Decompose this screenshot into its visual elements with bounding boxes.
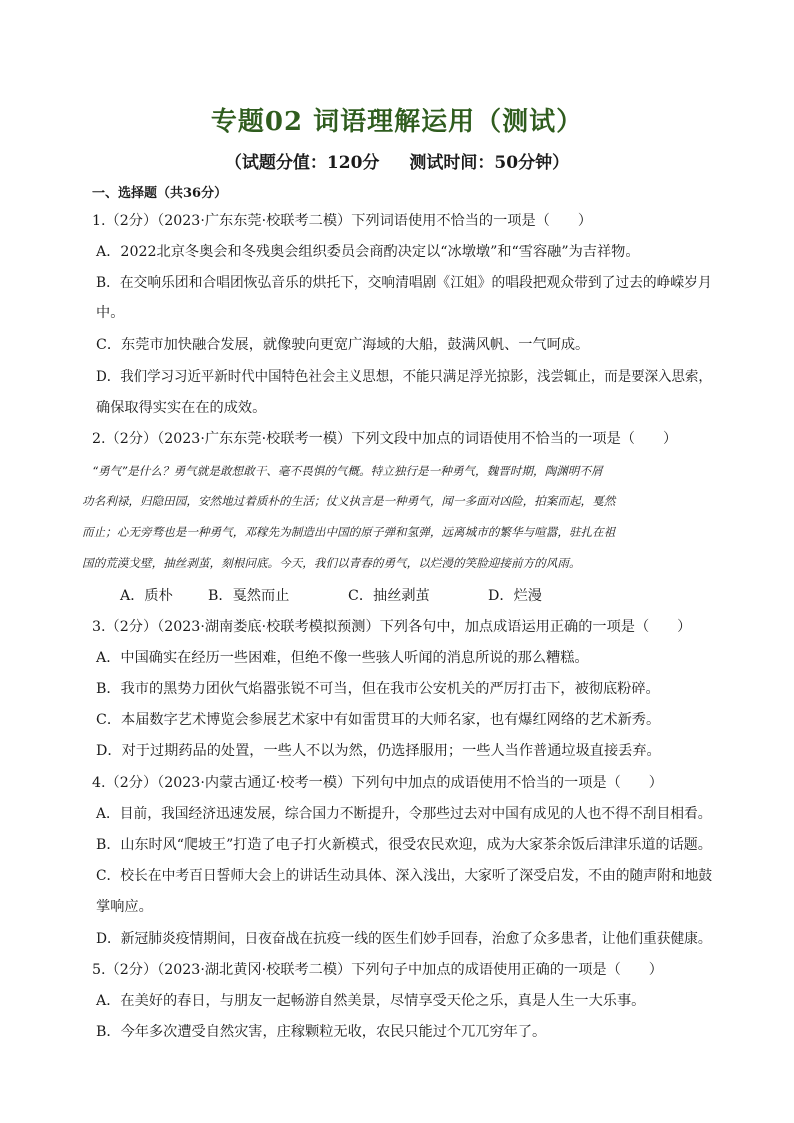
question-1-option-c: C．东莞市加快融合发展，就像驶向更宽广海域的大船，鼓满风帆、一气呵成。 — [96, 337, 590, 353]
test-info — [0, 150, 794, 176]
question-1-option-b-cont: 中。 — [96, 305, 125, 321]
question-2-stem: 2.（2分）（2023·广东东莞·校联考一模）下列文段中加点的词语使用不恰当的一项是（ ） — [92, 431, 678, 447]
question-2-option-d: D．烂漫 — [488, 588, 542, 604]
question-4-option-c-cont: 掌响应。 — [96, 899, 153, 915]
question-3-option-a: A．中国确实在经历一些困难，但绝不像一些骇人听闻的消息所说的那么糟糕。 — [96, 650, 589, 666]
question-4-option-b: B．山东时风“爬坡王”打造了电子打火新模式，很受农民欢迎，成为大家茶余饭后津津乐道的话题。 — [96, 837, 712, 853]
question-3-option-c: C．本届数字艺术博览会参展艺术家中有如雷贯耳的大师名家，也有爆红网络的艺术新秀。 — [96, 712, 661, 728]
question-3-option-b: B．我市的黑势力团伙气焰嚣张锐不可当，但在我市公安机关的严厉打击下，被彻底粉碎。 — [96, 681, 660, 697]
passage-line-2: 功名利禄，归隐田园，安然地过着质朴的生活；仗义执言是一种勇气，闻一多面对凶险，拍案而起，戛然 — [82, 494, 616, 508]
section-heading: 一、选择题（共36分） — [92, 186, 228, 201]
question-5-stem: 5.（2分）（2023·湖北黄冈·校联考二模）下列句子中加点的成语使用正确的一项是（ ） — [92, 962, 663, 978]
passage-line-4: 国的荒漠戈壁，抽丝剥茧，刻根问底。今天，我们以青春的勇气，以烂漫的笑脸迎接前方的风雨。 — [82, 556, 581, 570]
passage-line-1: “勇气”是什么？勇气就是敢想敢干、毫不畏惧的气概。特立独行是一种勇气，魏晋时期，陶渊明不屑 — [92, 464, 603, 478]
score-info: （试题分值：120分 — [224, 153, 380, 173]
question-5-option-b: B．今年多次遭受自然灾害，庄稼颗粒无收，农民只能过个兀兀穷年了。 — [96, 1024, 547, 1040]
question-4-stem: 4.（2分）（2023·内蒙古通辽·校考一模）下列句中加点的成语使用不恰当的一项是（ ） — [92, 775, 663, 791]
question-4-option-a: A．目前，我国经济迅速发展，综合国力不断提升，令那些过去对中国有成见的人也不得不刮目相看。 — [96, 806, 712, 822]
question-2-option-b: B．戛然而止 — [208, 588, 290, 604]
question-2-option-a: A．质朴 — [120, 588, 173, 604]
time-info: 测试时间：50分钟） — [409, 153, 570, 173]
question-2-options — [120, 585, 542, 607]
question-4-option-d: D．新冠肺炎疫情期间，日夜奋战在抗疫一线的医生们妙手回春，治愈了众多患者，让他们重获健康。 — [96, 931, 712, 947]
page-title: 专题02 词语理解运用（测试） — [210, 107, 584, 137]
question-1-stem: 1.（2分）（2023·广东东莞·校联考二模）下列词语使用不恰当的一项是（ ） — [92, 213, 593, 229]
question-2-option-c: C．抽丝剥茧 — [348, 588, 430, 604]
question-3-option-d: D．对于过期药品的处置，一些人不以为然，仍选择服用；一些人当作普通垃圾直接丢弃。 — [96, 743, 661, 759]
question-1-option-a: A．2022北京冬奥会和冬残奥会组织委员会商酌决定以“冰墩墩”和“雪容融”为吉祥物。 — [96, 244, 640, 260]
question-1-option-d-cont: 确保取得实实在在的成效。 — [96, 400, 267, 416]
question-4-option-c: C．校长在中考百日誓师大会上的讲话生动具体、深入浅出，大家听了深受启发，不由的随声附和地鼓 — [96, 868, 713, 884]
question-1-option-d: D．我们学习习近平新时代中国特色社会主义思想，不能只满足浮光掠影，浅尝辄止，而是要深入思索， — [96, 369, 712, 385]
question-3-stem: 3.（2分）（2023·湖南娄底·校联考模拟预测）下列各句中，加点成语运用正确的一项是（ ） — [92, 619, 692, 635]
passage-line-3: 而止；心无旁骛也是一种勇气，邓稼先为制造出中国的原子弹和氢弹，远离城市的繁华与喧嚣，驻扎在祖 — [82, 525, 616, 539]
question-1-option-b: B．在交响乐团和合唱团恢弘音乐的烘托下，交响清唱剧《江姐》的唱段把观众带到了过去的峥嵘岁月 — [96, 275, 712, 291]
question-5-option-a: A．在美好的春日，与朋友一起畅游自然美景，尽情享受天伦之乐，真是人生一大乐事。 — [96, 993, 646, 1009]
